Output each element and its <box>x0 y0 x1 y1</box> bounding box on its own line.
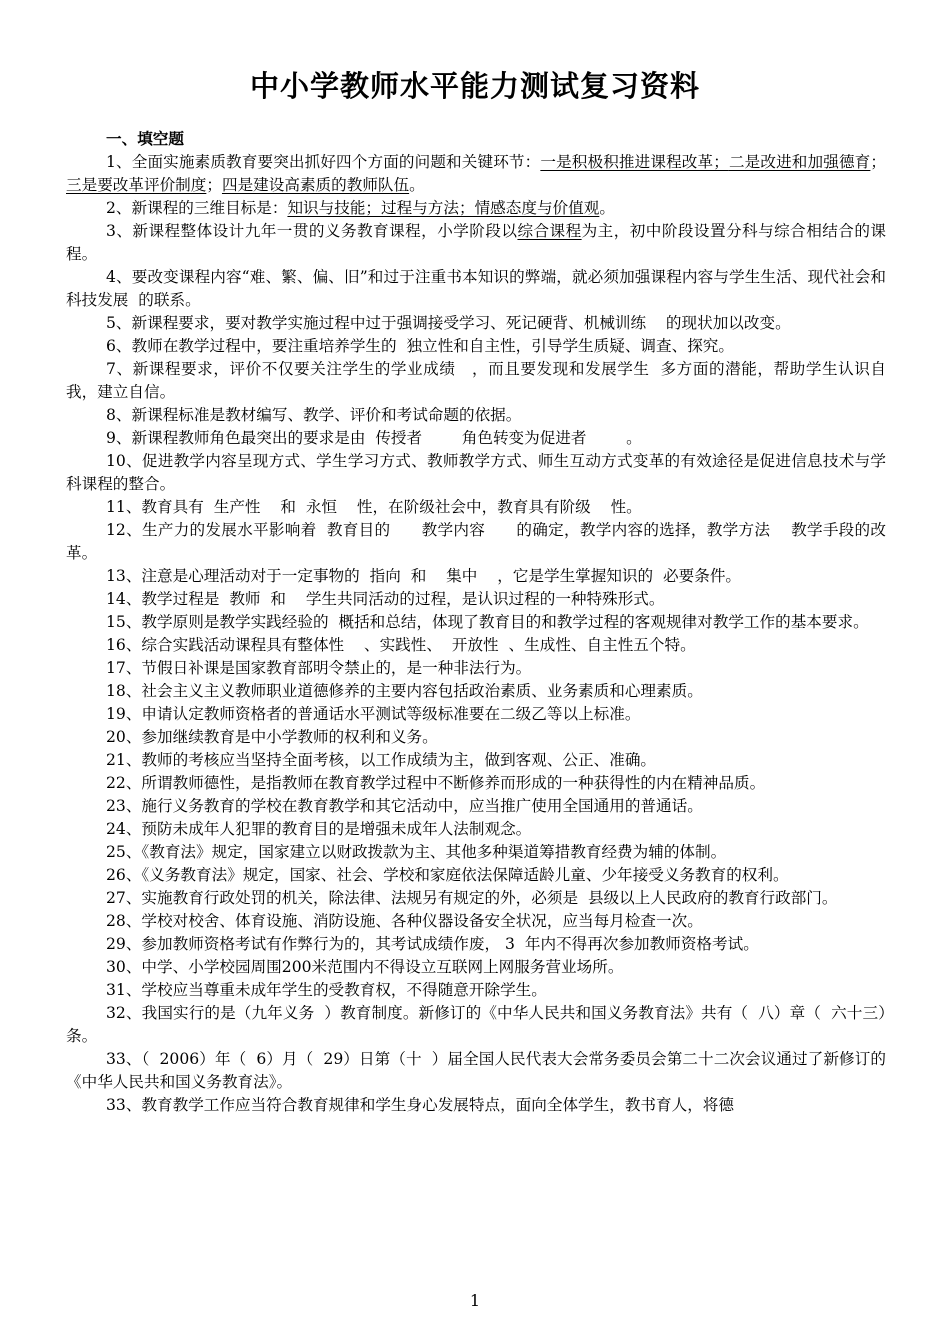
question-text: 13、注意是心理活动对于一定事物的 指向 和 集中 ，它是学生掌握知识的 必要条件。 <box>106 567 742 585</box>
document-body <box>66 127 886 1117</box>
question-text: 20、参加继续教育是中小学教师的权利和义务。 <box>106 728 438 746</box>
question-item <box>66 818 886 841</box>
question-text: 1、全面实施素质教育要突出抓好四个方面的问题和关键环节： <box>106 153 541 171</box>
question-item <box>66 657 886 680</box>
question-text: 21、教师的考核应当坚持全面考核，以工作成绩为主，做到客观、公正、准确。 <box>106 751 657 769</box>
question-item <box>66 680 886 703</box>
question-item <box>66 496 886 519</box>
underlined-answer: 二是改进和加强德育 <box>728 153 871 171</box>
question-text: 2、新课程的三维目标是： <box>106 199 288 217</box>
question-text: 24、预防未成年人犯罪的教育目的是增强未成年人法制观念。 <box>106 820 532 838</box>
document-title: 中小学教师水平能力测试复习资料 <box>249 69 700 103</box>
underlined-answer: 知识与技能；过程与方法；情感态度与价值观 <box>287 199 600 217</box>
question-item <box>66 335 886 358</box>
question-text: 22、所谓教师德性，是指教师在教育教学过程中不断修养而形成的一种获得性的内在精神品质。 <box>106 774 766 792</box>
question-item <box>66 404 886 427</box>
question-list <box>66 151 886 1117</box>
question-text: 12、生产力的发展水平影响着 教育目的 教学内容 的确定，教学内容的选择，教学方法 教学手段的改革。 <box>66 521 886 562</box>
question-item <box>66 772 886 795</box>
question-text: 17、节假日补课是国家教育部明令禁止的，是一种非法行为。 <box>106 659 532 677</box>
underlined-answer: 四是建设高素质的教师队伍 <box>221 176 410 194</box>
question-text: 为主，初中阶段设置分科与综合相结合的课程。 <box>66 222 886 263</box>
question-item <box>66 956 886 979</box>
question-text: 7、新课程要求，评价不仅要关注学生的学业成绩 ，而且要发现和发展学生 多方面的潜能，帮助学生认识自我，建立自信。 <box>66 360 886 401</box>
question-item <box>66 841 886 864</box>
question-item <box>66 910 886 933</box>
underlined-answer: 综合课程 <box>517 222 582 240</box>
section-heading: 一、填空题 <box>106 130 184 148</box>
question-text: 19、申请认定教师资格者的普通话水平测试等级标准要在二级乙等以上标准。 <box>106 705 641 723</box>
question-text: ； <box>206 176 222 194</box>
question-text: 30、中学、小学校园周围200米范围内不得设立互联网上网服务营业场所。 <box>106 958 624 976</box>
question-item <box>66 450 886 496</box>
question-text: 23、施行义务教育的学校在教育教学和其它活动中，应当推广使用全国通用的普通话。 <box>106 797 703 815</box>
question-text: 。 <box>599 199 615 217</box>
underlined-answer: 三是要改革评价制度 <box>66 176 207 194</box>
question-text: 10、促进教学内容呈现方式、学生学习方式、教师教学方式、师生互动方式变革的有效途径是促进信息技术与学科课程的整合。 <box>66 452 886 493</box>
question-item <box>66 749 886 772</box>
question-text: 6、教师在教学过程中，要注重培养学生的 独立性和自主性，引导学生质疑、调查、探究。 <box>106 337 734 355</box>
question-text: 33、教育教学工作应当符合教育规律和学生身心发展特点，面向全体学生，教书育人，将德 <box>106 1096 734 1114</box>
question-text: 11、教育具有 生产性 和 永恒 性，在阶级社会中，教育具有阶级 性。 <box>106 498 642 516</box>
question-text: 9、新课程教师角色最突出的要求是由 传授者 角色转变为促进者 。 <box>106 429 642 447</box>
question-item <box>66 266 886 312</box>
question-item <box>66 220 886 266</box>
question-item <box>66 611 886 634</box>
question-text: 29、参加教师资格考试有作弊行为的，其考试成绩作废， 3 年内不得再次参加教师资格考试。 <box>106 935 759 953</box>
question-text: ； <box>870 153 886 171</box>
question-item <box>66 979 886 1002</box>
page-number: 1 <box>469 1291 481 1310</box>
question-text: 8、新课程标准是教材编写、教学、评价和考试命题的依据。 <box>106 406 522 424</box>
question-item <box>66 703 886 726</box>
question-text: 33、（ 2006）年（ 6）月（ 29）日第（十 ）届全国人民代表大会常务委员会第二十二次会议通过了新修订的《中华人民共和国义务教育法》。 <box>66 1050 886 1091</box>
question-item <box>66 933 886 956</box>
question-item <box>66 197 886 220</box>
question-item <box>66 565 886 588</box>
question-text: 。 <box>409 176 425 194</box>
question-item <box>66 1094 886 1117</box>
question-item <box>66 795 886 818</box>
underlined-answer: 一是积极积推进课程改革； <box>540 153 729 171</box>
question-item <box>66 1048 886 1094</box>
question-text: 26、《义务教育法》规定，国家、社会、学校和家庭依法保障适龄儿童、少年接受义务教育的权利。 <box>106 866 789 884</box>
question-text: 32、我国实行的是（九年义务 ）教育制度。新修订的《中华人民共和国义务教育法》共有（ 八）章（ 六十三）条。 <box>66 1004 886 1045</box>
question-item <box>66 726 886 749</box>
question-item <box>66 864 886 887</box>
question-text: 3、新课程整体设计九年一贯的义务教育课程，小学阶段以 <box>106 222 518 240</box>
question-text: 15、教学原则是教学实践经验的 概括和总结，体现了教育目的和教学过程的客观规律对教学工作的基本要求。 <box>106 613 869 631</box>
question-text: 31、学校应当尊重未成年学生的受教育权，不得随意开除学生。 <box>106 981 547 999</box>
question-text: 28、学校对校舍、体育设施、消防设施、各种仪器设备安全状况，应当每月检查一次。 <box>106 912 703 930</box>
question-item <box>66 312 886 335</box>
question-item <box>66 151 886 197</box>
question-item <box>66 634 886 657</box>
question-item <box>66 427 886 450</box>
question-text: 14、教学过程是 教师 和 学生共同活动的过程，是认识过程的一种特殊形式。 <box>106 590 665 608</box>
question-item <box>66 887 886 910</box>
question-item <box>66 1002 886 1048</box>
question-text: 25、《教育法》规定，国家建立以财政拨款为主、其他多种渠道筹措教育经费为辅的体制。 <box>106 843 727 861</box>
question-item <box>66 519 886 565</box>
question-item <box>66 588 886 611</box>
question-text: 27、实施教育行政处罚的机关，除法律、法规另有规定的外，必须是 县级以上人民政府的教育行政部门。 <box>106 889 838 907</box>
question-text: 18、社会主义主义教师职业道德修养的主要内容包括政治素质、业务素质和心理素质。 <box>106 682 703 700</box>
question-text: 5、新课程要求，要对教学实施过程中过于强调接受学习、死记硬背、机械训练 的现状加以改变。 <box>106 314 791 332</box>
question-text: 4、要改变课程内容“难、繁、偏、旧”和过于注重书本知识的弊端，就必须加强课程内容与学生生活、现代社会和科技发展 的联系。 <box>66 268 886 309</box>
question-text: 16、综合实践活动课程具有整体性 、实践性、 开放性 、生成性、自主性五个特。 <box>106 636 696 654</box>
question-item <box>66 358 886 404</box>
